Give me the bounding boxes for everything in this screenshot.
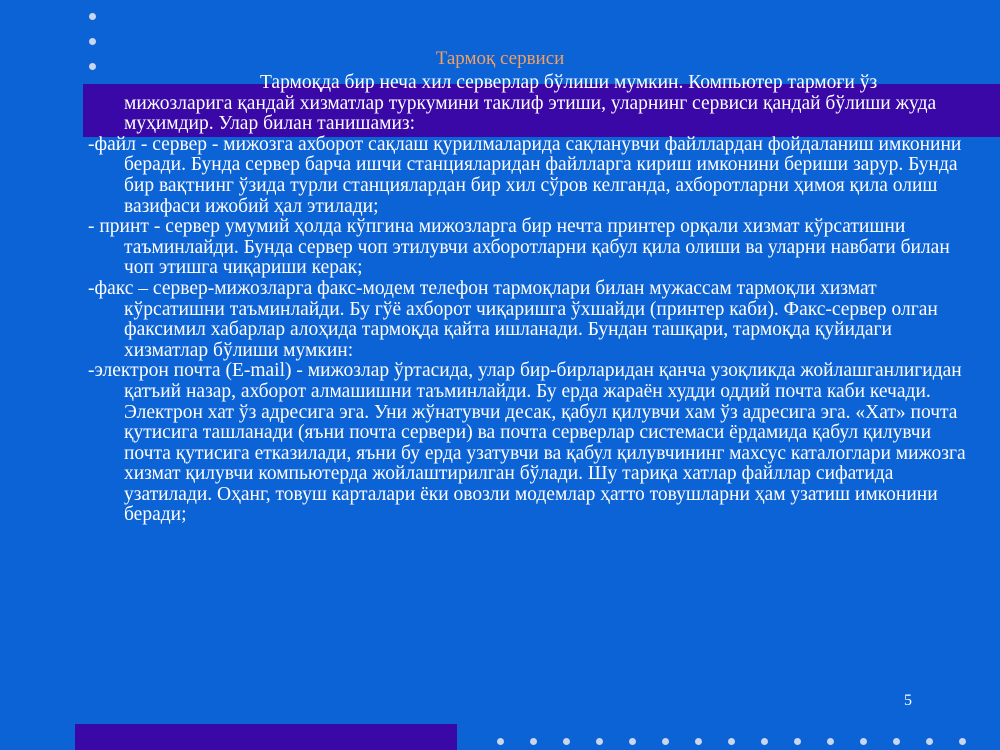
decor-dot <box>629 738 636 745</box>
decor-dot <box>761 738 768 745</box>
file-server-paragraph: -файл - сервер - мижозга ахборот сақлаш қурилмаларида сақланувчи файллардан фойдаланиш имконини беради. Бунда сервер барча ишчи станцияларидан файлларга кириш имконини бериши зарур. Бунда бир вақтнинг ўзида турли станциялардан бир хил сўров келганда, ахборотларни ҳимоя қила олиш вазифаси ижобий ҳал этилади; <box>88 133 962 217</box>
decor-dot <box>563 738 570 745</box>
email-paragraph: -электрон почта (E-mail) - мижозлар ўртасида, улар бир-бирларидан қанча узоқликда жойлашганлигидан қатъий назар, ахборот алмашишни таъминлайди. Бу ерда жараён худди оддий почта каби кечади. Электрон хат ўз адресига эга. Уни жўнатувчи десак, қабул қилувчи хам ўз адресига эга. «Хат» почта қутисига ташланади (яъни почта сервери) ва почта серверлар системаси ёрдамида қабул қилувчи почта қутисига етказилади, яъни бу ерда узатувчи ва қабул қилувчининг махсус каталоглари мижозга хизмат қилувчи компьютерда жойлаштирилган бўлади. Шу тариқа хатлар файллар сифатида узатилади. Оҳанг, товуш карталари ёки овозли модемлар ҳатто товушларни ҳам узатиш имконини беради; <box>88 360 966 526</box>
slide-body <box>88 73 968 526</box>
intro-paragraph: Тармоқда бир неча хил серверлар бўлиши мумкин. Компьютер тармоғи ўз мижозларига қандай хизматлар туркумини таклиф этиши, уларнинг сервиси қандай бўлиши жуда муҳимдир. Улар билан танишамиз: <box>124 72 937 135</box>
decor-dot <box>893 738 900 745</box>
decor-dot <box>662 738 669 745</box>
print-server-paragraph: - принт - сервер умумий ҳолда кўпгина мижозларга бир нечта принтер орқали хизмат кўрсатишни таъминлайди. Бунда сервер чоп этилувчи ахборотларни қабул қила олиши ва уларни навбати билан чоп этишга чиқариши керак; <box>88 216 950 279</box>
decor-dot <box>926 738 933 745</box>
decor-dot <box>959 738 966 745</box>
slide-title: Тармоқ сервиси <box>435 48 565 69</box>
decor-dot <box>497 738 504 745</box>
decor-dot <box>89 38 96 45</box>
decor-dot <box>89 13 96 20</box>
decor-dot <box>794 738 801 745</box>
decor-dot <box>530 738 537 745</box>
decor-dot <box>596 738 603 745</box>
decorative-band-bottom <box>75 724 457 750</box>
page-number: 5 <box>904 692 912 709</box>
decor-dot <box>860 738 867 745</box>
fax-server-paragraph: -факс – сервер-мижозларга факс-модем телефон тармоқлари билан мужассам тармоқли хизмат кўрсатишни таъминлайди. Бу гўё ахборот чиқаришга ўхшайди (принтер каби). Факс-сервер олган факсимил хабарлар алоҳида тармоқда қайта ишланади. Бундан ташқари, тармоқда қуйидаги хизматлар бўлиши мумкин: <box>88 277 938 361</box>
decor-dot <box>827 738 834 745</box>
decor-dot <box>695 738 702 745</box>
decor-dot <box>728 738 735 745</box>
